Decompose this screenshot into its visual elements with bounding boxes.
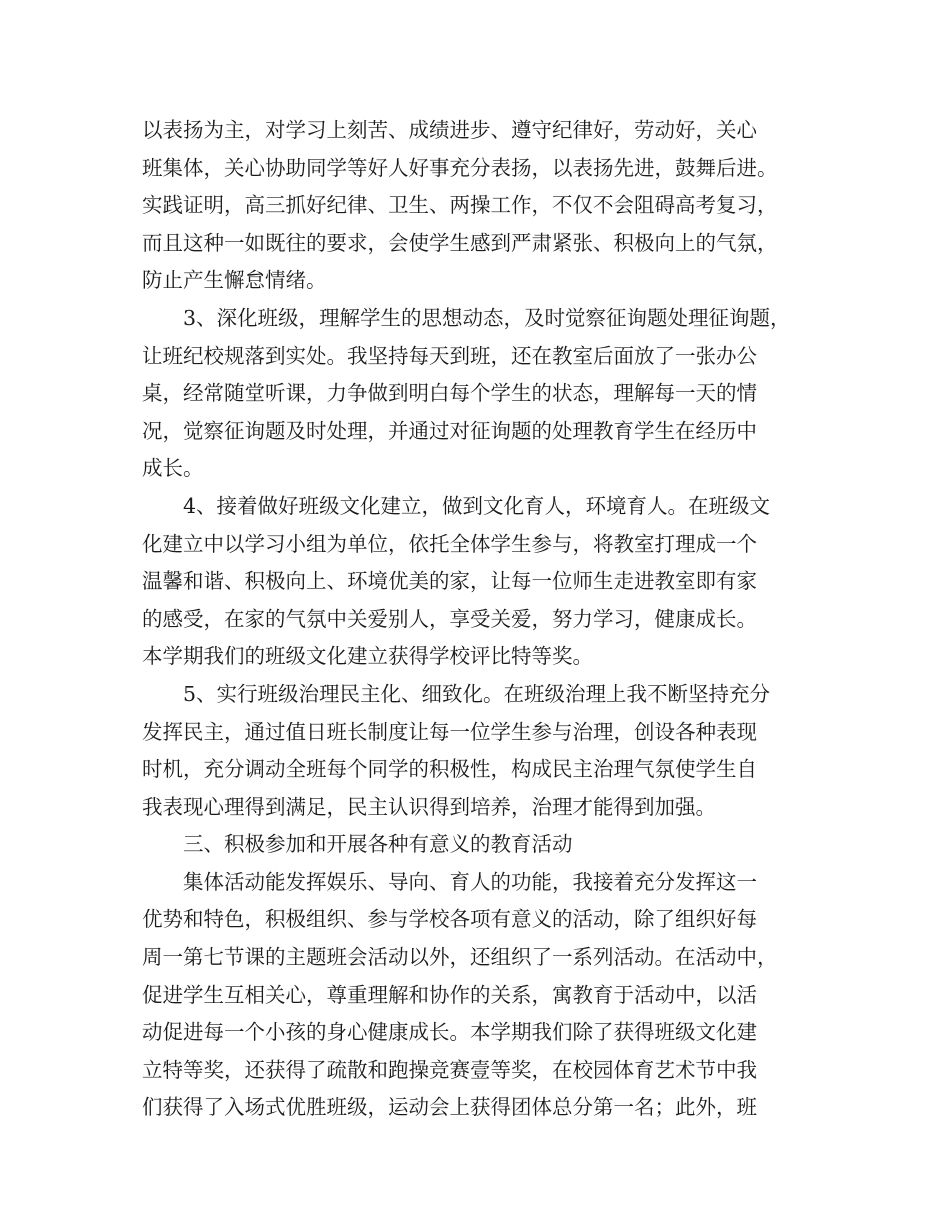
- text-line: 的感受，在家的气氛中关爱别人，享受关爱，努力学习，健康成长。: [142, 606, 757, 631]
- text-line: 优势和特色，积极组织、参与学校各项有意义的活动，除了组织好每: [142, 907, 757, 932]
- text-line: 防止产生懈怠情绪。: [142, 268, 327, 293]
- text-line: 时机，充分调动全班每个同学的积极性，构成民主治理气氛使学生自: [142, 757, 757, 782]
- text-line: 班集体，关心协助同学等好人好事充分表扬，以表扬先进，鼓舞后进。: [142, 155, 778, 180]
- text-line: 化建立中以学习小组为单位，依托全体学生参与，将教室打理成一个: [142, 531, 757, 556]
- text-line: 以表扬为主，对学习上刻苦、成绩进步、遵守纪律好，劳动好，关心: [142, 118, 757, 142]
- text-line: 5、实行班级治理民主化、细致化。在班级治理上我不断坚持充分: [183, 681, 771, 706]
- text-line: 本学期我们的班级文化建立获得学校评比特等奖。: [142, 644, 593, 669]
- text-line: 桌，经常随堂听课，力争做到明白每个学生的状态，理解每一天的情: [142, 381, 757, 406]
- document-body: [142, 112, 842, 1127]
- text-line: 们获得了入场式优胜班级，运动会上获得团体总分第一名；此外，班: [142, 1095, 757, 1120]
- text-line: 促进学生互相关心，尊重理解和协作的关系，寓教育于活动中，以活: [142, 982, 757, 1007]
- text-line: 发挥民主，通过值日班长制度让每一位学生参与治理，创设各种表现: [142, 719, 757, 744]
- text-line: 让班纪校规落到实处。我坚持每天到班，还在教室后面放了一张办公: [142, 343, 757, 368]
- text-line: 而且这种一如既往的要求，会使学生感到严肃紧张、积极向上的气氛，: [142, 230, 778, 255]
- text-line: 况，觉察征询题及时处理，并通过对征询题的处理教育学生在经历中: [142, 418, 757, 443]
- text-line: 成长。: [142, 456, 204, 481]
- text-line: 周一第七节课的主题班会活动以外，还组织了一系列活动。在活动中，: [142, 945, 778, 970]
- text-line: 集体活动能发挥娱乐、导向、育人的功能，我接着充分发挥这一: [183, 869, 757, 894]
- text-line: 动促进每一个小孩的身心健康成长。本学期我们除了获得班级文化建: [142, 1020, 757, 1045]
- text-line: 实践证明，高三抓好纪律、卫生、两操工作，不仅不会阻碍高考复习，: [142, 193, 778, 218]
- text-line: 三、积极参加和开展各种有意义的教育活动: [183, 832, 573, 857]
- text-line: 温馨和谐、积极向上、环境优美的家，让每一位师生走进教室即有家: [142, 569, 757, 594]
- text-line: 4、接着做好班级文化建立，做到文化育人，环境育人。在班级文: [183, 493, 771, 518]
- text-line: 3、深化班级，理解学生的思想动态，及时觉察征询题处理征询题，: [183, 305, 791, 330]
- text-line: 立特等奖，还获得了疏散和跑操竞赛壹等奖，在校园体育艺术节中我: [142, 1057, 757, 1082]
- text-line: 我表现心理得到满足，民主认识得到培养，治理才能得到加强。: [142, 794, 716, 819]
